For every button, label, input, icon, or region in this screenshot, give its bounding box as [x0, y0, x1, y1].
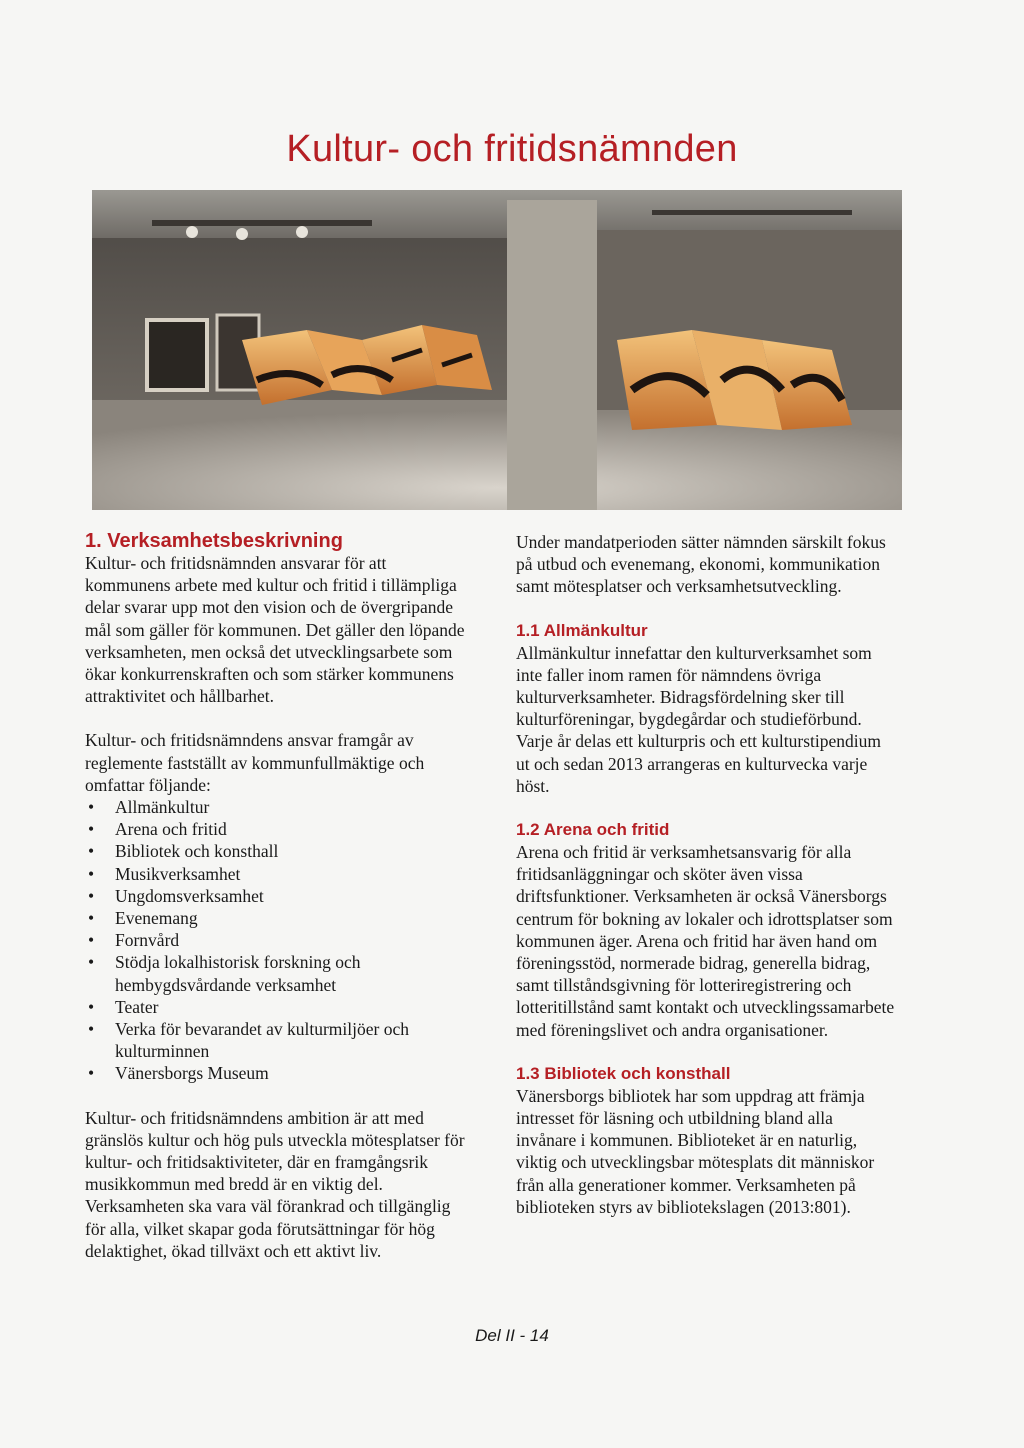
list-item: • Teater — [85, 996, 465, 1018]
left-column — [85, 530, 465, 1262]
responsibility-list — [85, 796, 465, 1085]
page-title: Kultur- och fritidsnämnden — [286, 128, 738, 170]
responsibility-paragraph: Kultur- och fritidsnämndens ansvar framgår av reglemente fastställt av kommunfullmäktige och omfattar följande: — [85, 730, 425, 795]
section-heading: 1. Verksamhetsbeskrivning — [85, 530, 343, 552]
list-item: • Fornvård — [85, 929, 465, 951]
page-number: Del II - 14 — [475, 1326, 549, 1345]
subsection-text: Vänersborgs bibliotek har som uppdrag att främja intresset för läsning och utbildning bland alla invånare i kommunen. Biblioteket är en naturlig, viktig och utvecklingsbar mötesplats dit människor från alla generationer kommer. Verksamheten på biblioteken styrs av bibliotekslagen (2013:801). — [516, 1085, 875, 1217]
list-item: • Stödja lokalhistorisk forskning och hembygdsvårdande verksamhet — [85, 951, 465, 995]
focus-paragraph: Under mandatperioden sätter nämnden särskilt fokus på utbud och evenemang, ekonomi, kommunikation samt mötesplatser och verksamhetsutveckling. — [516, 532, 886, 597]
list-item: • Allmänkultur — [85, 796, 465, 818]
ambition-paragraph: Kultur- och fritidsnämndens ambition är att med gränslös kultur och hög puls utveckla mötesplatser för kultur- och fritidsaktiviteter, där en framgångsrik musikkommun med bredd är en viktig del. Verksamheten ska vara väl förankrad och tillgänglig för alla, vilket skapar goda förutsättningar för hög delaktighet, ökad tillväxt och ett aktivt liv. — [85, 1107, 465, 1261]
right-column — [516, 531, 896, 1218]
subsection-heading: 1.2 Arena och fritid — [516, 820, 670, 840]
list-item: • Bibliotek och konsthall — [85, 840, 465, 862]
subsection-heading: 1.1 Allmänkultur — [516, 620, 648, 640]
list-item: • Verka för bevarandet av kulturmiljöer och kulturminnen — [85, 1018, 465, 1062]
list-item: • Ungdomsverksamhet — [85, 885, 465, 907]
intro-paragraph: Kultur- och fritidsnämnden ansvarar för att kommunens arbete med kultur och fritid i tillämpliga delar svarar upp mot den vision och de övergripande mål som gäller för kommunen. Det gäller den löpande verksamheten, men också det utvecklingsarbete som ökar konkurrenskraften och som stärker kommunens attraktivitet och hållbarhet. — [85, 553, 465, 707]
list-item: • Musikverksamhet — [85, 863, 465, 885]
list-item: • Arena och fritid — [85, 818, 465, 840]
subsection-heading: 1.3 Bibliotek och konsthall — [516, 1063, 731, 1083]
list-item: • Vänersborgs Museum — [85, 1062, 465, 1084]
subsection-text: Arena och fritid är verksamhetsansvarig för alla fritidsanläggningar och sköter även vissa driftsfunktioner. Verksamheten är också Vänersborgs centrum för bokning av lokaler och idrottsplatser som kommunen äger. Arena och fritid har även hand om föreningsstöd, normerade bidrag, generella bidrag, samt tillståndsgivning för lotteriregistrering och lotteritillstånd samt kontakt och utvecklingssamarbete med föreningslivet och andra organisationer. — [516, 842, 895, 1040]
subsection-text: Allmänkultur innefattar den kulturverksamhet som inte faller inom ramen för nämndens övriga kulturverksamheter. Bidragsfördelning sker till kulturföreningar, bygdegårdar och studieförbund. Varje år delas ett kulturpris och ett kulturstipendium ut och sedan 2013 arrangeras en kulturvecka varje höst. — [516, 642, 881, 796]
list-item: • Evenemang — [85, 907, 465, 929]
gallery-photo — [92, 190, 902, 510]
